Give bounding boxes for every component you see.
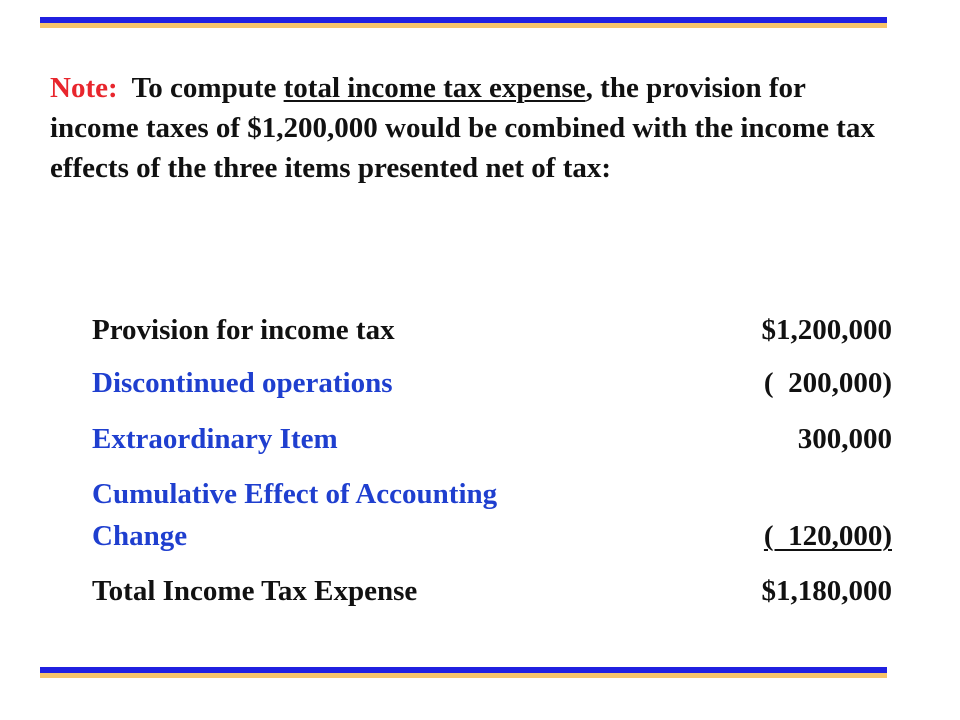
note-paragraph (50, 68, 890, 188)
row-description: Discontinued operations (92, 367, 393, 399)
note-underlined-phrase: total income tax expense (283, 72, 586, 104)
row-amount: ( 200,000) (763, 367, 892, 399)
row-description: Total Income Tax Expense (92, 575, 418, 607)
row-description: Extraordinary Item (92, 423, 338, 455)
row-amount: 300,000 (797, 423, 892, 455)
top-divider-gold-band (40, 23, 887, 28)
row-amount: $1,200,000 (761, 314, 892, 346)
top-divider (40, 17, 887, 28)
note-label: Note: (50, 72, 118, 104)
row-description-line2: Change (92, 520, 188, 552)
note-text-before: To compute (117, 72, 284, 104)
row-description: Provision for income tax (92, 314, 395, 346)
row-description-line1: Cumulative Effect of Accounting (92, 478, 498, 510)
bottom-divider-gold-band (40, 673, 887, 678)
bottom-divider (40, 667, 887, 678)
note-text-after: , the provision for income taxes of $1,200,000 would be combined with the income tax effects of the three items presented net of tax: (50, 72, 875, 184)
row-amount: $1,180,000 (761, 575, 892, 607)
row-amount: ( 120,000) (763, 520, 892, 552)
